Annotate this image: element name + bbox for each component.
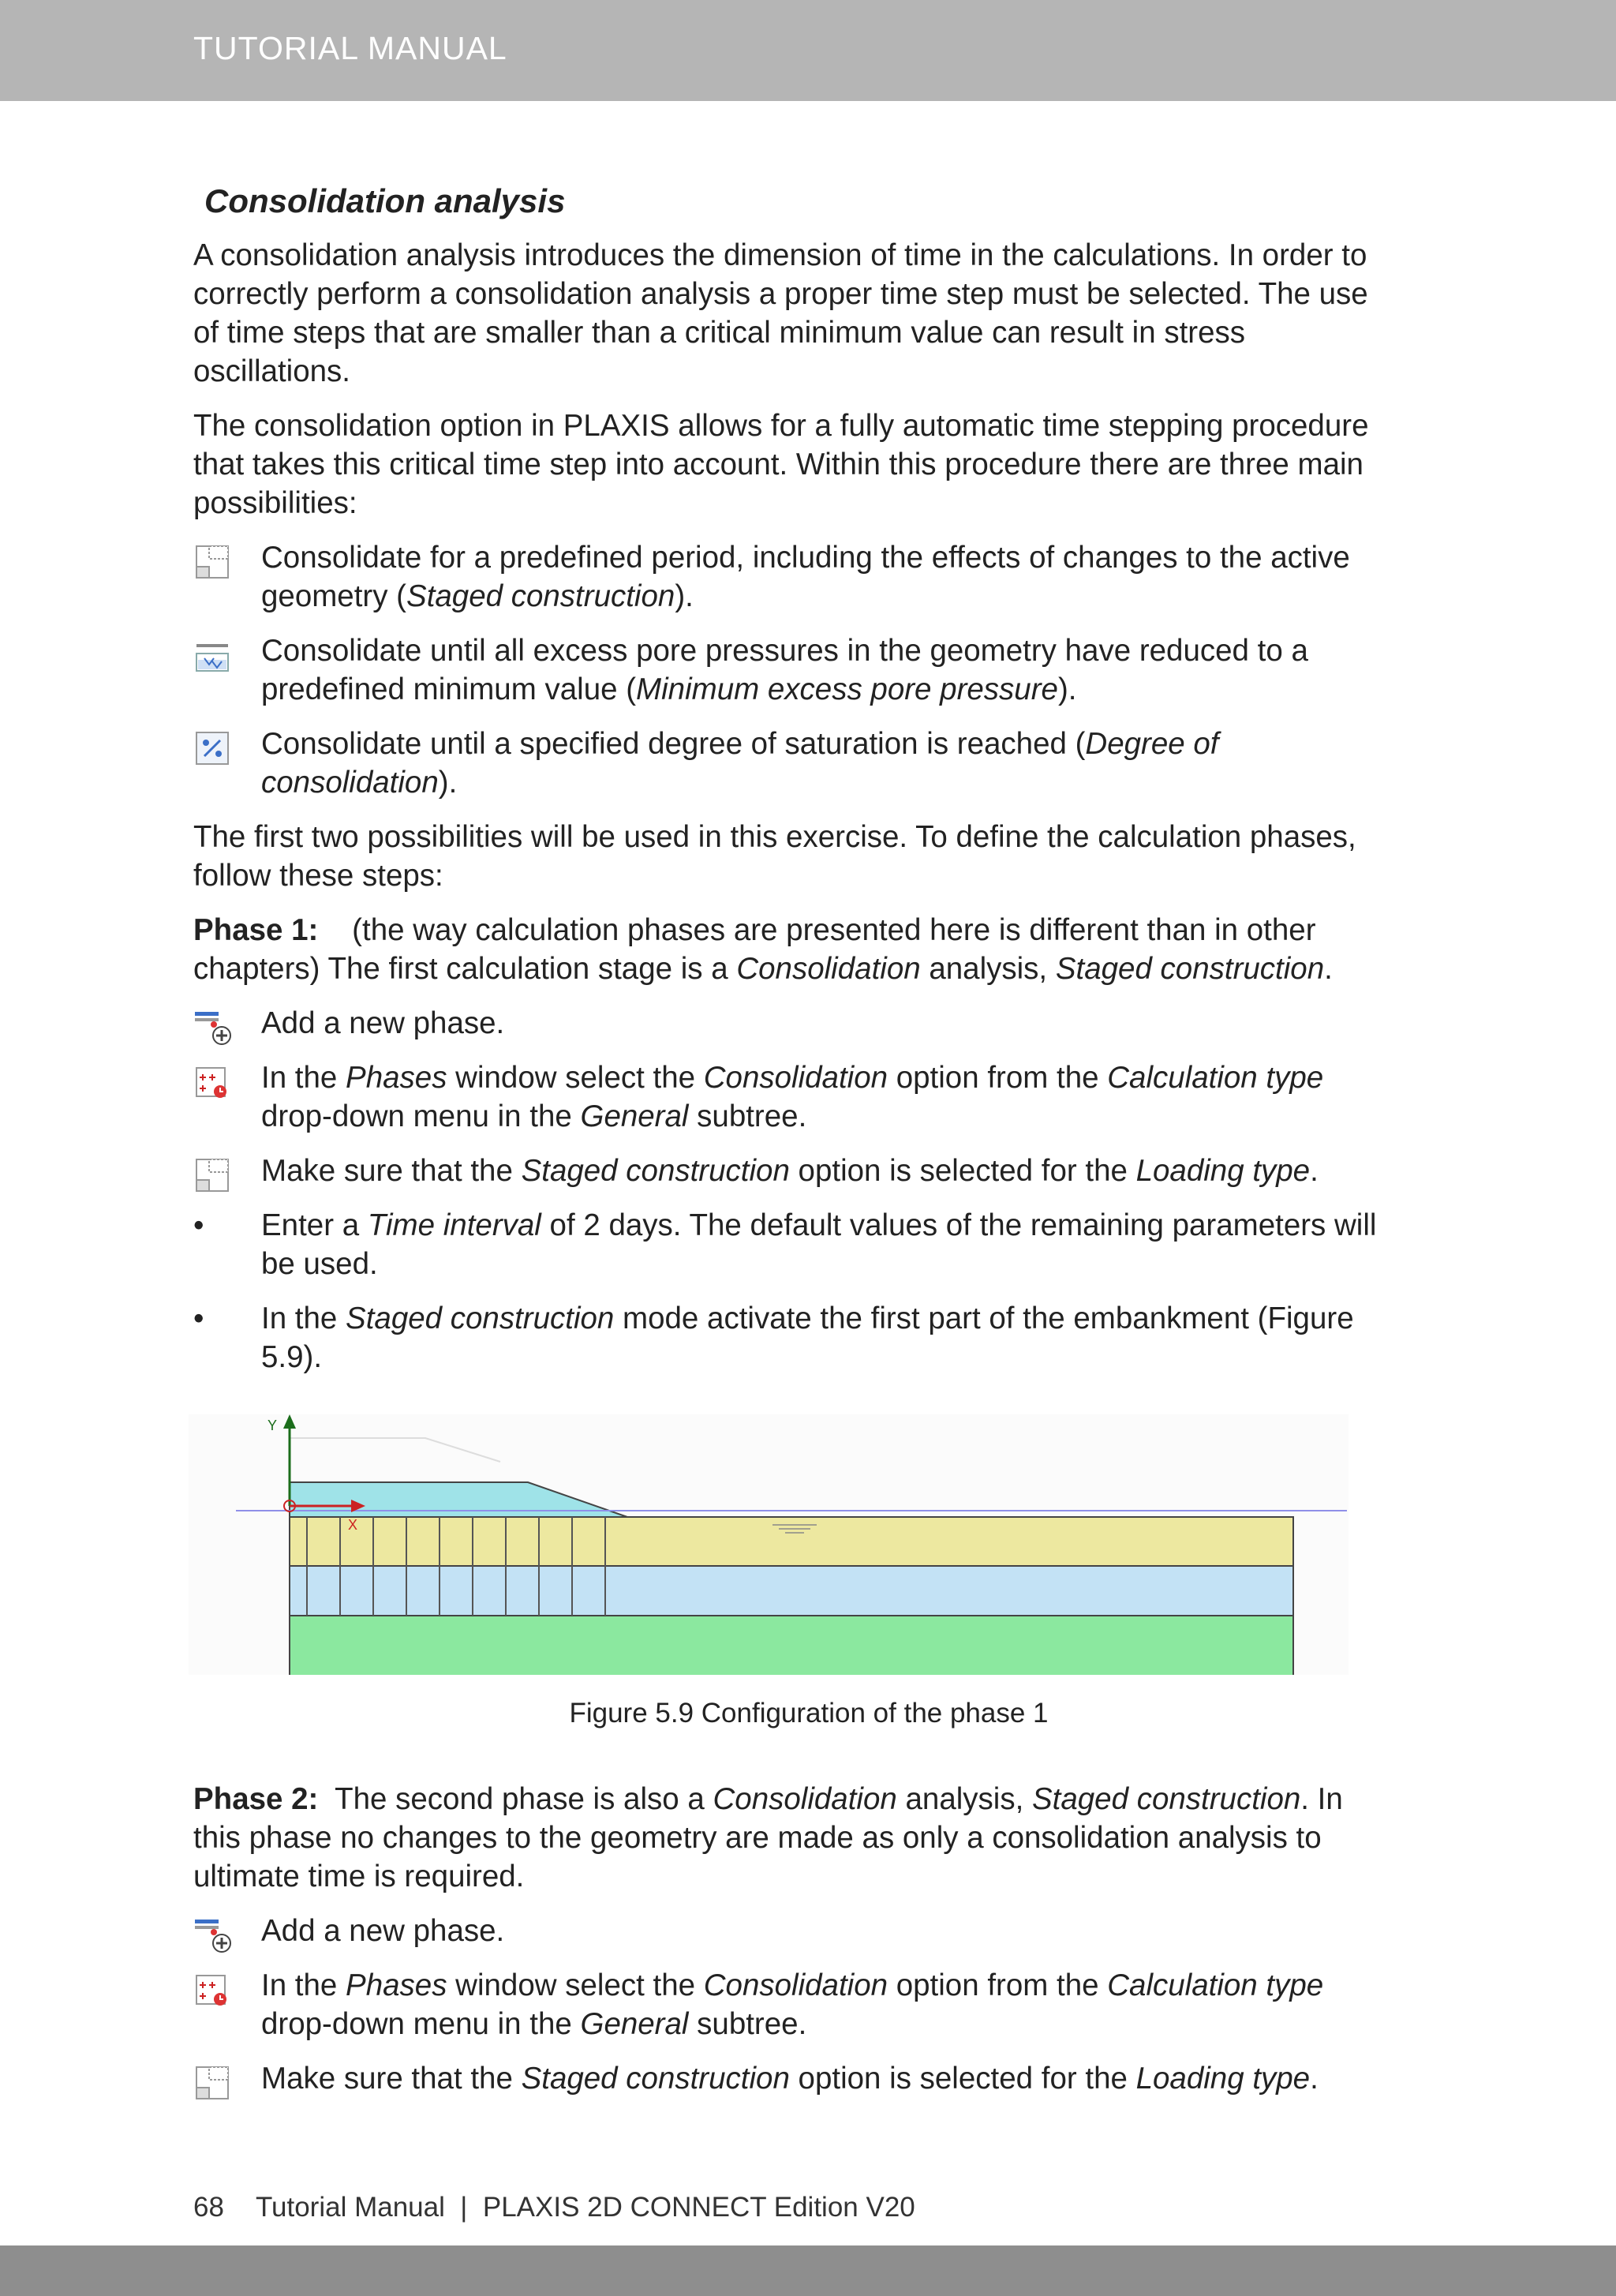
phase2-step-loading-type: Make sure that the Staged construction option is selected for the Loading type. [193, 2059, 1393, 2098]
phase2-step-calculation-type: In the Phases window select the Consolidation option from the Calculation type drop-down menu in the General subtree. [193, 1966, 1393, 2043]
staged-construction-icon [193, 1156, 231, 1194]
header-title: TUTORIAL MANUAL [193, 30, 507, 66]
paragraph-options: The consolidation option in PLAXIS allows for a fully automatic time stepping procedure that takes this critical time step into account. Within this procedure there are three main possibilities: [193, 409, 1369, 520]
degree-of-consolidation-icon [193, 729, 231, 767]
paragraph-intro: A consolidation analysis introduces the dimension of time in the calculations. In order to correctly perform a consolidation analysis a proper time step must be selected. The use of time steps that are smaller than a critical minimum value can result in stress oscillations. [193, 238, 1368, 388]
add-phase-icon [193, 1009, 231, 1047]
section-title: Consolidation analysis [204, 182, 566, 219]
phase1-step-calculation-type: In the Phases window select the Consolidation option from the Calculation type drop-down menu in the General subtree. [193, 1058, 1393, 1136]
staged-construction-icon [193, 543, 231, 581]
phase1-bullet-activate-embankment: • In the Staged construction mode activate the first part of the embankment (Figure 5.9). [193, 1299, 1393, 1376]
figure-caption: Figure 5.9 Configuration of the phase 1 [569, 1698, 1049, 1729]
footer-title: Tutorial Manual | PLAXIS 2D CONNECT Edition V20 [255, 2192, 915, 2223]
page-footer [193, 2192, 915, 2223]
phase1-bullet-time-interval: • Enter a Time interval of 2 days. The default values of the remaining parameters will be used. [193, 1206, 1393, 1283]
bullet-marker: • [193, 1208, 204, 1242]
phase1-description: Phase 1: (the way calculation phases are presented here is different than in other chapters) The first calculation stage is a Consolidation analysis, Staged construction. [193, 913, 1333, 986]
y-axis-label: Y [267, 1418, 278, 1433]
phase1-configuration-figure [189, 1414, 1349, 1675]
paragraph-steps-intro: The first two possibilities will be used in this exercise. To define the calculation phases, follow these steps: [193, 820, 1356, 893]
consolidation-type-icon [193, 1971, 231, 2009]
option-min-pore-pressure: Consolidate until all excess pore pressures in the geometry have reduced to a predefined minimum value (Minimum excess pore pressure). [193, 631, 1393, 709]
bullet-marker: • [193, 1302, 204, 1335]
phase1-step-add-phase: Add a new phase. [193, 1004, 1393, 1043]
page-number: 68 [193, 2192, 224, 2223]
phase1-label: Phase 1: [193, 913, 319, 947]
phase1-step-loading-type: Make sure that the Staged construction option is selected for the Loading type. [193, 1152, 1393, 1190]
option-degree-of-consolidation: Consolidate until a specified degree of saturation is reached (Degree of consolidation). [193, 725, 1393, 802]
consolidation-type-icon [193, 1063, 231, 1101]
minimum-pore-pressure-icon [193, 636, 231, 674]
page-content [193, 178, 1393, 2114]
page-header [0, 0, 1616, 101]
phase2-description: Phase 2: The second phase is also a Consolidation analysis, Staged construction. In this phase no changes to the geometry are made as only a consolidation analysis to ultimate time is required. [193, 1782, 1343, 1893]
footer-bar [0, 2245, 1616, 2296]
phase2-step-add-phase: Add a new phase. [193, 1912, 1393, 1950]
phase2-label: Phase 2: [193, 1782, 319, 1816]
staged-construction-icon [193, 2064, 231, 2102]
option-staged-construction: Consolidate for a predefined period, including the effects of changes to the active geometry (Staged construction). [193, 538, 1393, 616]
soil-layer-bottom [290, 1616, 1293, 1675]
add-phase-icon [193, 1916, 231, 1954]
x-axis-label: X [348, 1517, 358, 1533]
